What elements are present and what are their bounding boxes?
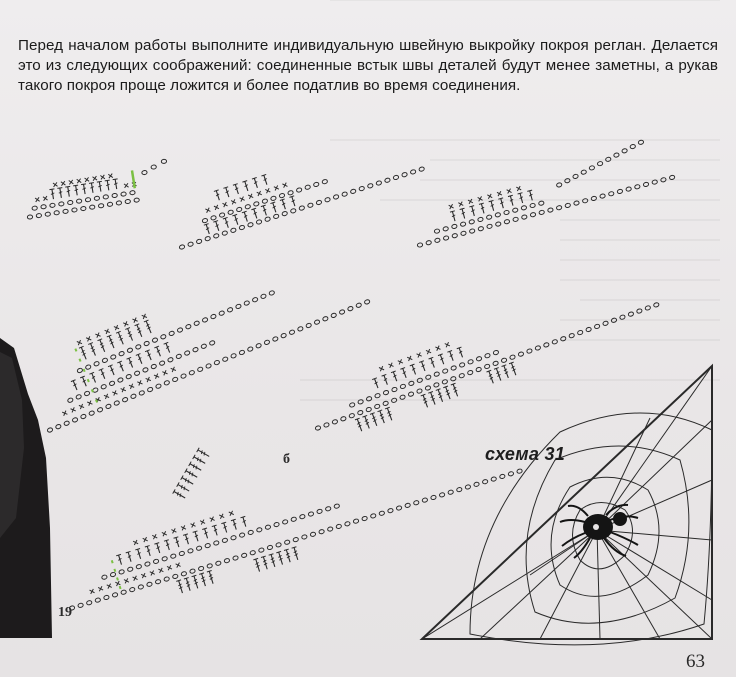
scheme-title: схема 31 [485, 444, 566, 464]
spider-icon [560, 505, 638, 558]
intro-paragraph: Перед началом работы выполните индивидуальную швейную выкройку покроя реглан. Делается это из следующих соображений: соединенные встык швы деталей будут менее заметны, а рукав такого покроя проще ложится и более податлив во время соединения. [18, 37, 718, 94]
crochet-motif-2 [166, 127, 425, 249]
page-number: 63 [686, 651, 705, 672]
crochet-motif-5 [303, 270, 665, 446]
crochet-motif-3 [406, 134, 675, 247]
row-end-label: 19 [58, 605, 72, 620]
crochet-motif-4 [21, 234, 371, 433]
crochet-motif-1 [22, 159, 172, 219]
row-start-label: б [283, 452, 290, 467]
spider-web-icon [422, 366, 712, 645]
crochet-motif-6 [56, 426, 528, 627]
